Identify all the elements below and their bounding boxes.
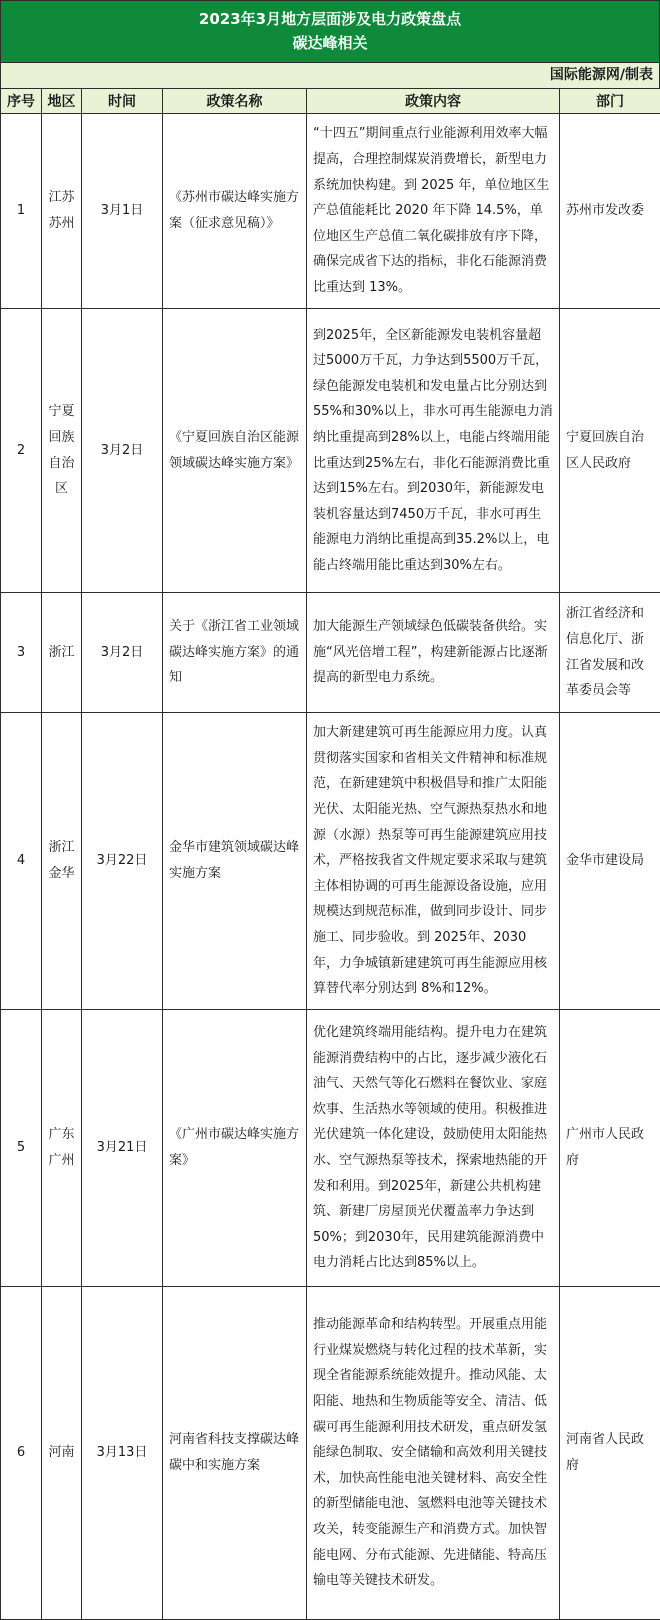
cell-dept: 广州市人民政府 bbox=[560, 1010, 660, 1287]
cell-region: 浙江 bbox=[42, 593, 82, 713]
cell-number: 1 bbox=[1, 114, 42, 309]
cell-number: 3 bbox=[1, 593, 42, 713]
table-row bbox=[1, 713, 660, 1010]
cell-policy: 金华市建筑领域碳达峰实施方案 bbox=[163, 713, 307, 1010]
cell-date: 3月22日 bbox=[82, 713, 163, 1010]
table-row bbox=[1, 1010, 660, 1287]
policy-table bbox=[0, 88, 660, 1620]
cell-date: 3月1日 bbox=[82, 114, 163, 309]
table-row bbox=[1, 114, 660, 309]
cell-region: 浙江金华 bbox=[42, 713, 82, 1010]
column-header-dept: 部门 bbox=[560, 89, 660, 114]
header-row bbox=[1, 89, 660, 114]
cell-policy: 《宁夏回族自治区能源领域碳达峰实施方案》 bbox=[163, 309, 307, 593]
cell-policy: 《苏州市碳达峰实施方案（征求意见稿）》 bbox=[163, 114, 307, 309]
cell-number: 6 bbox=[1, 1287, 42, 1620]
cell-policy: 《广州市碳达峰实施方案》 bbox=[163, 1010, 307, 1287]
cell-content: 优化建筑终端用能结构。提升电力在建筑能源消费结构中的占比，逐步减少液化石油气、天然气等化石燃料在餐饮业、家庭炊事、生活热水等领域的使用。积极推进光伏建筑一体化建设，鼓励使用太阳能热水、空气源热泵等技术，探索地热能的开发和利用。到2025年，新建公共机构建筑、新建厂房屋顶光伏覆盖率力争达到50%；到2030年，民用建筑能源消费中电力消耗占比达到85%以上。 bbox=[307, 1010, 560, 1287]
cell-number: 2 bbox=[1, 309, 42, 593]
column-header-content: 政策内容 bbox=[307, 89, 560, 114]
credit-band bbox=[0, 62, 660, 88]
cell-region: 宁夏回族自治区 bbox=[42, 309, 82, 593]
page-subtitle: 碳达峰相关 bbox=[1, 31, 659, 55]
cell-dept: 浙江省经济和信息化厅、浙江省发展和改革委员会等 bbox=[560, 593, 660, 713]
cell-content: 到2025年，全区新能源发电装机容量超过5000万千瓦，力争达到5500万千瓦，绿色能源发电装机和发电量占比分别达到55%和30%以上，非水可再生能源电力消纳比重提高到28%以上，电能占终端用能比重达到25%左右，非化石能源消费比重达到15%左右。到2030年，新能源发电装机容量达到7450万千瓦，非水可再生能源电力消纳比重提高到35.2%以上，电能占终端用能比重达到30%左右。 bbox=[307, 309, 560, 593]
cell-content: “十四五”期间重点行业能源利用效率大幅提高，合理控制煤炭消费增长，新型电力系统加快构建。到 2025 年，单位地区生产总值能耗比 2020 年下降 14.5%，单位地区生产总值二氧化碳排放有序下降，确保完成省下达的指标，非化石能源消费比重达到 13%。 bbox=[307, 114, 560, 309]
cell-policy: 关于《浙江省工业领域碳达峰实施方案》的通知 bbox=[163, 593, 307, 713]
cell-date: 3月2日 bbox=[82, 309, 163, 593]
cell-date: 3月2日 bbox=[82, 593, 163, 713]
column-header-policy: 政策名称 bbox=[163, 89, 307, 114]
table-row bbox=[1, 1287, 660, 1620]
cell-number: 4 bbox=[1, 713, 42, 1010]
column-header-region: 地区 bbox=[42, 89, 82, 114]
cell-region: 广东广州 bbox=[42, 1010, 82, 1287]
cell-dept: 金华市建设局 bbox=[560, 713, 660, 1010]
cell-content: 推动能源革命和结构转型。开展重点用能行业煤炭燃烧与转化过程的技术革新，实现全省能源系统能效提升。推动风能、太阳能、地热和生物质能等安全、清洁、低碳可再生能源利用技术研发，重点研发氢能绿色制取、安全储输和高效利用关键技术，加快高性能电池关键材料、高安全性的新型储能电池、氢燃料电池等关键技术攻关，转变能源生产和消费方式。加快智能电网、分布式能源、先进储能、特高压输电等关键技术研发。 bbox=[307, 1287, 560, 1620]
title-band bbox=[0, 0, 660, 62]
cell-content: 加大能源生产领域绿色低碳装备供给。实施“风光倍增工程”，构建新能源占比逐渐提高的新型电力系统。 bbox=[307, 593, 560, 713]
credit-text: 国际能源网/制表 bbox=[550, 67, 653, 83]
cell-policy: 河南省科技支撑碳达峰碳中和实施方案 bbox=[163, 1287, 307, 1620]
page-title: 2023年3月地方层面涉及电力政策盘点 bbox=[1, 7, 659, 31]
cell-region: 江苏苏州 bbox=[42, 114, 82, 309]
cell-date: 3月13日 bbox=[82, 1287, 163, 1620]
cell-number: 5 bbox=[1, 1010, 42, 1287]
cell-date: 3月21日 bbox=[82, 1010, 163, 1287]
table-row bbox=[1, 593, 660, 713]
cell-dept: 苏州市发改委 bbox=[560, 114, 660, 309]
cell-region: 河南 bbox=[42, 1287, 82, 1620]
column-header-number: 序号 bbox=[1, 89, 42, 114]
cell-content: 加大新建建筑可再生能源应用力度。认真贯彻落实国家和省相关文件精神和标准规范，在新建建筑中积极倡导和推广太阳能光伏、太阳能光热、空气源热泵热水和地源（水源）热泵等可再生能源建筑应用技术，严格按我省文件规定要求采取与建筑主体相协调的可再生能源设备设施，应用规模达到规范标准，做到同步设计、同步施工、同步验收。到 2025年、2030 年，力争城镇新建建筑可再生能源应用核算替代率分别达到 8%和12%。 bbox=[307, 713, 560, 1010]
column-header-date: 时间 bbox=[82, 89, 163, 114]
table-row bbox=[1, 309, 660, 593]
cell-dept: 宁夏回族自治区人民政府 bbox=[560, 309, 660, 593]
cell-dept: 河南省人民政府 bbox=[560, 1287, 660, 1620]
